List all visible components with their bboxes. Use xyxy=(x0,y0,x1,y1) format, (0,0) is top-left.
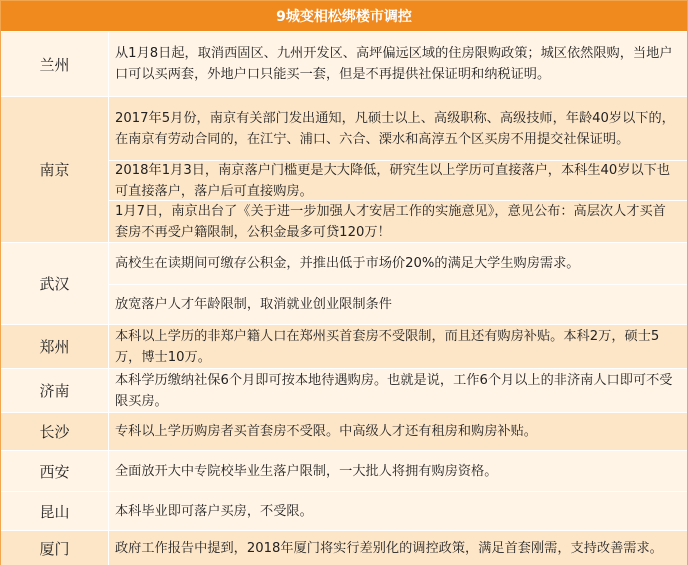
table-body xyxy=(1,32,687,565)
table-row xyxy=(1,451,687,492)
table-row xyxy=(1,325,687,369)
policy-cell-group xyxy=(109,492,687,530)
policy-cell-group xyxy=(109,531,687,565)
city-cell: 郑州 xyxy=(1,325,109,368)
city-cell: 西安 xyxy=(1,451,109,491)
policy-cell-group xyxy=(109,325,687,368)
policy-cell-group xyxy=(109,97,687,242)
table-row xyxy=(1,492,687,531)
policy-cell-group xyxy=(109,413,687,450)
policy-text: 本科毕业即可落户买房，不受限。 xyxy=(109,492,687,530)
policy-text: 专科以上学历购房者买首套房不受限。中高级人才还有租房和购房补贴。 xyxy=(109,413,687,450)
table-row xyxy=(1,369,687,413)
city-cell: 济南 xyxy=(1,369,109,412)
city-cell: 厦门 xyxy=(1,531,109,565)
policy-text: 全面放开大中专院校毕业生落户限制，一大批人将拥有购房资格。 xyxy=(109,451,687,491)
policy-text: 本科以上学历的非郑户籍人口在郑州买首套房不受限制，而且还有购房补贴。本科2万，硕士5万，博士10万。 xyxy=(109,325,687,368)
policy-cell-group xyxy=(109,243,687,324)
table-row xyxy=(1,97,687,243)
policy-text: 2018年1月3日，南京落户门槛更是大大降低，研究生以上学历可直接落户，本科生40岁以下也可直接落户，落户后可直接购房。 xyxy=(109,161,687,201)
policy-text: 本科学历缴纳社保6个月即可按本地待遇购房。也就是说，工作6个月以上的非济南人口即可不受限买房。 xyxy=(109,369,687,412)
policy-cell-group xyxy=(109,32,687,96)
policy-cell-group xyxy=(109,451,687,491)
policy-cell-group xyxy=(109,369,687,412)
policy-text: 从1月8日起，取消西固区、九州开发区、高坪偏远区域的住房限购政策；城区依然限购，当地户口可以买两套，外地户口只能买一套，但是不再提供社保证明和纳税证明。 xyxy=(109,32,687,96)
table-row xyxy=(1,413,687,451)
table-row xyxy=(1,531,687,565)
table-row xyxy=(1,32,687,97)
table-title: 9城变相松绑楼市调控 xyxy=(1,1,687,32)
city-cell: 兰州 xyxy=(1,32,109,96)
policy-text: 2017年5月份，南京有关部门发出通知，凡硕士以上、高级职称、高级技师，年龄40岁以下的，在南京有劳动合同的，在江宁、浦口、六合、溧水和高淳五个区买房不用提交社保证明。 xyxy=(109,97,687,161)
city-cell: 南京 xyxy=(1,97,109,242)
city-cell: 长沙 xyxy=(1,413,109,450)
policy-text: 1月7日，南京出台了《关于进一步加强人才安居工作的实施意见》，意见公布：高层次人才买首套房不再受户籍限制，公积金最多可贷120万！ xyxy=(109,201,687,242)
table-row xyxy=(1,243,687,325)
policy-text: 放宽落户人才年龄限制，取消就业创业限制条件 xyxy=(109,285,687,325)
policy-text: 政府工作报告中提到，2018年厦门将实行差别化的调控政策，满足首套刚需，支持改善需求。 xyxy=(109,531,687,565)
city-cell: 昆山 xyxy=(1,492,109,530)
policy-text: 高校生在读期间可缴存公积金，并推出低于市场价20%的满足大学生购房需求。 xyxy=(109,243,687,285)
city-cell: 武汉 xyxy=(1,243,109,324)
